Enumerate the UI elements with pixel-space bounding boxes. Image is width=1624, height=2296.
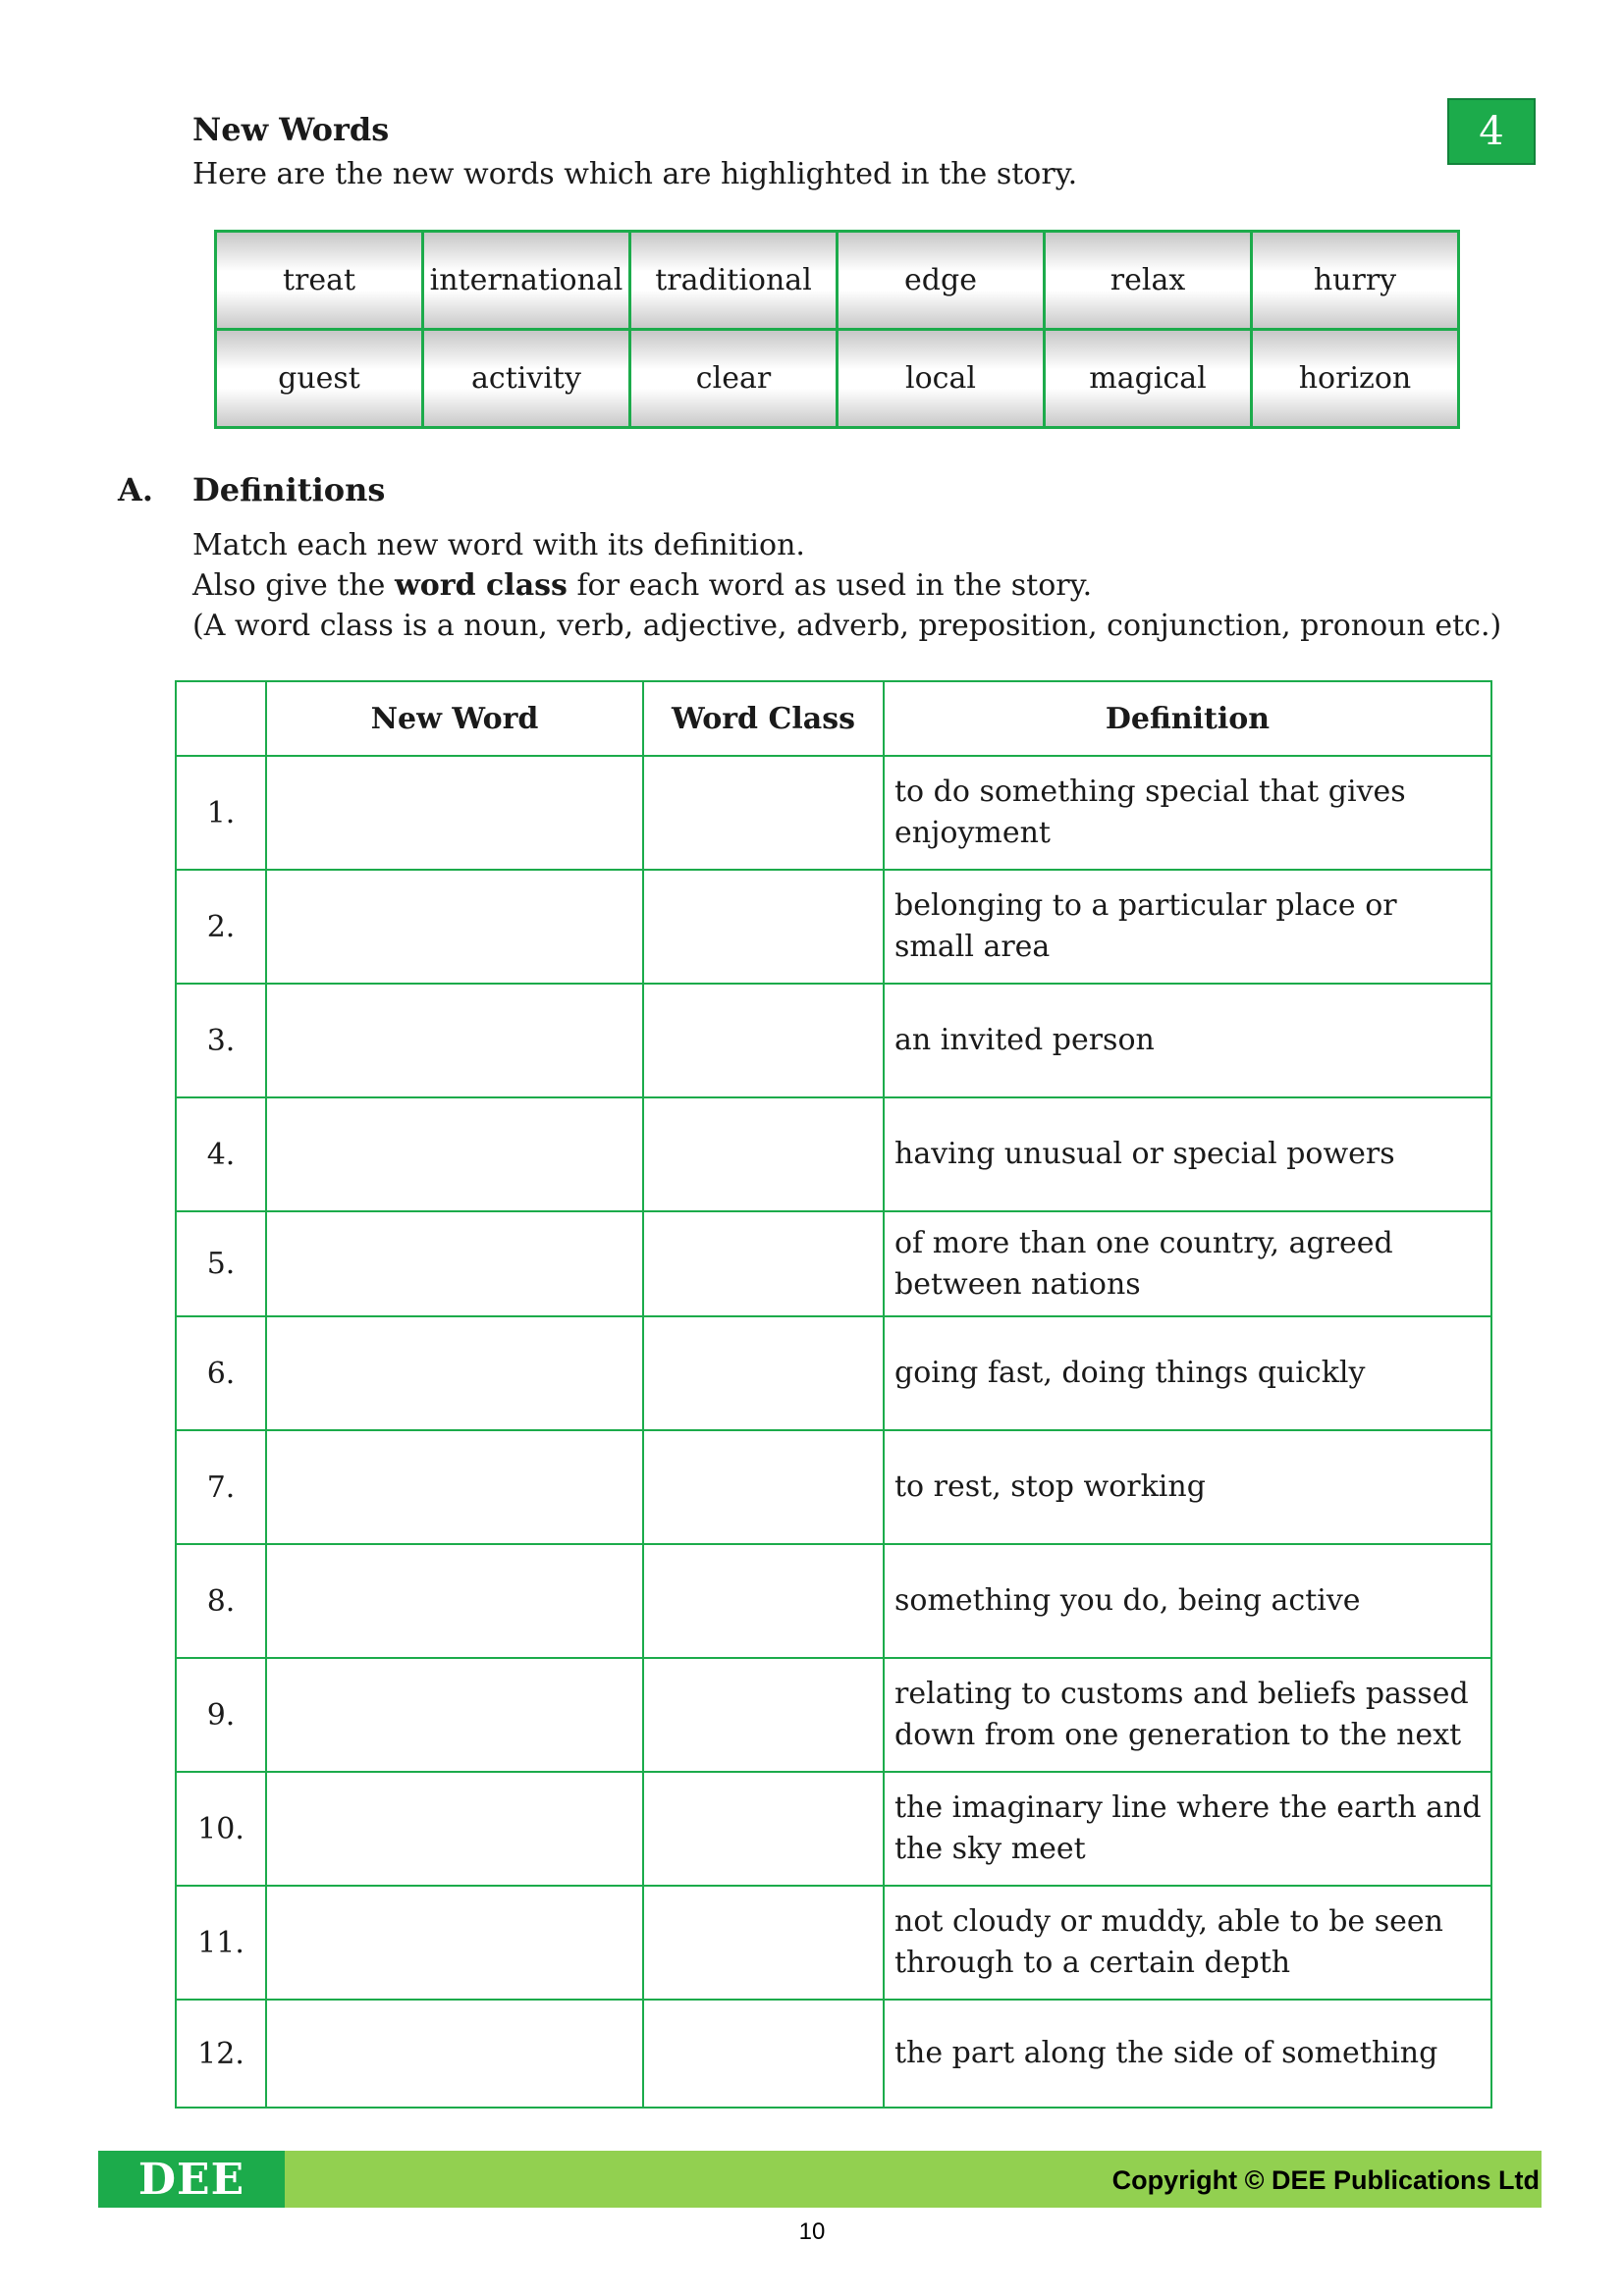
word-bank-table: [214, 230, 1460, 429]
table-row: [176, 1544, 1491, 1658]
definition-cell: going fast, doing things quickly: [884, 1316, 1491, 1430]
row-number: 8.: [176, 1544, 266, 1658]
table-row: [176, 1886, 1491, 2000]
row-number: 2.: [176, 870, 266, 984]
dee-logo: DEE: [98, 2151, 285, 2208]
new-word-cell[interactable]: [266, 2000, 643, 2108]
word-class-cell[interactable]: [643, 1544, 884, 1658]
definition-cell: relating to customs and beliefs passed down from one generation to the next: [884, 1658, 1491, 1772]
definition-cell: the imaginary line where the earth and the sky meet: [884, 1772, 1491, 1886]
instruction-text: Also give the: [192, 568, 395, 603]
copyright-text: Copyright © DEE Publications Ltd: [1111, 2165, 1540, 2195]
definition-cell: of more than one country, agreed between nations: [884, 1211, 1491, 1316]
word-class-cell[interactable]: [643, 870, 884, 984]
row-number: 11.: [176, 1886, 266, 2000]
word-class-cell[interactable]: [643, 1097, 884, 1211]
word-class-cell[interactable]: [643, 1886, 884, 2000]
definition-cell: an invited person: [884, 984, 1491, 1097]
new-word-cell[interactable]: [266, 1211, 643, 1316]
definitions-table: [175, 680, 1492, 2109]
new-word-cell[interactable]: [266, 1772, 643, 1886]
row-number: 9.: [176, 1658, 266, 1772]
instruction-line-1: Match each new word with its definition.: [192, 528, 805, 562]
section-title: Definitions: [192, 471, 386, 508]
table-row: [176, 1097, 1491, 1211]
word-bank-cell: clear: [630, 330, 838, 428]
word-bank-cell: horizon: [1252, 330, 1459, 428]
word-bank-cell: hurry: [1252, 232, 1459, 330]
row-number: 1.: [176, 756, 266, 870]
new-word-cell[interactable]: [266, 756, 643, 870]
word-class-cell[interactable]: [643, 984, 884, 1097]
table-row: [176, 1772, 1491, 1886]
new-word-cell[interactable]: [266, 1658, 643, 1772]
definition-cell: something you do, being active: [884, 1544, 1491, 1658]
header-definition: Definition: [884, 681, 1491, 756]
instruction-text: for each word as used in the story.: [567, 568, 1093, 603]
definition-cell: to do something special that gives enjoyment: [884, 756, 1491, 870]
intro-text: Here are the new words which are highlighted in the story.: [192, 157, 1078, 191]
table-row: [176, 870, 1491, 984]
word-bank-cell: relax: [1045, 232, 1252, 330]
table-row: [176, 1211, 1491, 1316]
new-word-cell[interactable]: [266, 1544, 643, 1658]
unit-number-badge: 4: [1447, 98, 1536, 165]
row-number: 6.: [176, 1316, 266, 1430]
header-word-class: Word Class: [643, 681, 884, 756]
definition-cell: the part along the side of something: [884, 2000, 1491, 2108]
definition-cell: to rest, stop working: [884, 1430, 1491, 1544]
word-class-cell[interactable]: [643, 1430, 884, 1544]
word-bank-cell: traditional: [630, 232, 838, 330]
word-class-cell[interactable]: [643, 1211, 884, 1316]
definition-cell: belonging to a particular place or small area: [884, 870, 1491, 984]
table-header-row: [176, 681, 1491, 756]
word-bank-cell: guest: [216, 330, 423, 428]
word-bank-cell: edge: [838, 232, 1045, 330]
word-bank-cell: activity: [423, 330, 630, 428]
word-class-cell[interactable]: [643, 1658, 884, 1772]
new-word-cell[interactable]: [266, 870, 643, 984]
new-word-cell[interactable]: [266, 1886, 643, 2000]
instruction-line-3: (A word class is a noun, verb, adjective, adverb, preposition, conjunction, pronoun etc.): [192, 609, 1502, 643]
section-letter: A.: [118, 471, 153, 508]
page-heading: New Words: [192, 111, 390, 148]
word-bank-row: [216, 330, 1459, 428]
row-number: 12.: [176, 2000, 266, 2108]
word-class-cell[interactable]: [643, 756, 884, 870]
table-row: [176, 1658, 1491, 1772]
row-number: 10.: [176, 1772, 266, 1886]
word-class-cell[interactable]: [643, 1316, 884, 1430]
word-class-cell[interactable]: [643, 1772, 884, 1886]
row-number: 7.: [176, 1430, 266, 1544]
new-word-cell[interactable]: [266, 1316, 643, 1430]
row-number: 5.: [176, 1211, 266, 1316]
table-row: [176, 2000, 1491, 2108]
new-word-cell[interactable]: [266, 1430, 643, 1544]
table-row: [176, 756, 1491, 870]
instruction-emphasis: word class: [394, 568, 568, 603]
row-number: 3.: [176, 984, 266, 1097]
word-bank-row: [216, 232, 1459, 330]
row-number: 4.: [176, 1097, 266, 1211]
table-row: [176, 1430, 1491, 1544]
word-class-cell[interactable]: [643, 2000, 884, 2108]
header-new-word: New Word: [266, 681, 643, 756]
table-row: [176, 1316, 1491, 1430]
new-word-cell[interactable]: [266, 1097, 643, 1211]
word-bank-cell: treat: [216, 232, 423, 330]
page-number: 10: [798, 2218, 826, 2245]
header-number: [176, 681, 266, 756]
new-word-cell[interactable]: [266, 984, 643, 1097]
word-bank-cell: local: [838, 330, 1045, 428]
word-bank-cell: international: [423, 232, 630, 330]
table-row: [176, 984, 1491, 1097]
definition-cell: not cloudy or muddy, able to be seen through to a certain depth: [884, 1886, 1491, 2000]
definition-cell: having unusual or special powers: [884, 1097, 1491, 1211]
word-bank-cell: magical: [1045, 330, 1252, 428]
instruction-line-2: [192, 568, 1092, 603]
